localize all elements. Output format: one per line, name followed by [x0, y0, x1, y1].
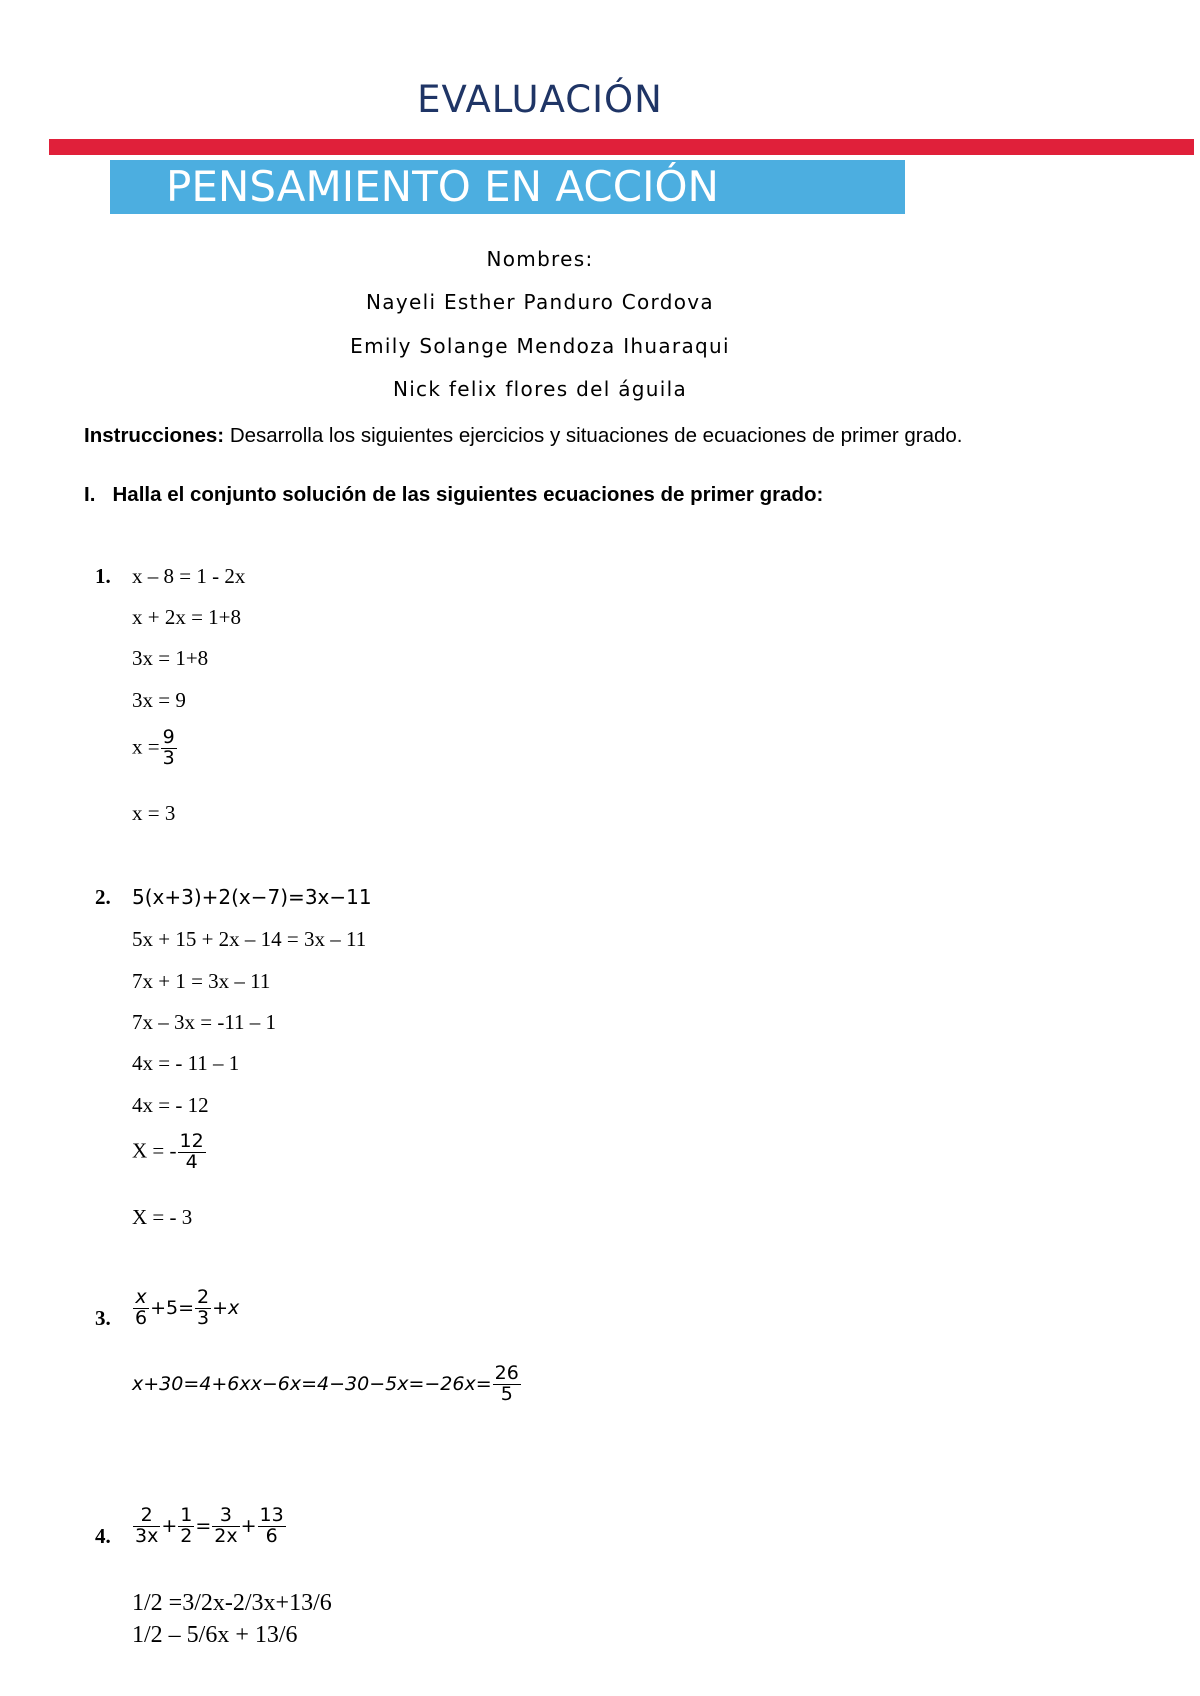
ex1-line: 3x = 9	[132, 688, 186, 712]
ex2-fraction-line	[132, 1132, 207, 1173]
ex3-stmt-mid: +5=	[150, 1296, 195, 1319]
ex2-frac-prefix: X = -	[132, 1138, 177, 1163]
operator: +	[161, 1514, 178, 1537]
numerator: 9	[162, 726, 175, 748]
exercise-1-number: 1.	[95, 564, 111, 588]
name-1: Nayeli Esther Panduro Cordova	[366, 290, 714, 314]
operator: +	[240, 1514, 257, 1537]
ex1-line: x – 8 = 1 - 2x	[132, 564, 246, 588]
ex2-answer: X = - 3	[132, 1205, 193, 1229]
fraction	[133, 1506, 160, 1547]
numerator: 13	[259, 1504, 284, 1526]
denominator: 2x	[214, 1524, 238, 1547]
instructions	[84, 424, 963, 448]
denominator: 2	[180, 1524, 193, 1547]
fraction	[161, 728, 177, 769]
ex2-line: 7x + 1 = 3x – 11	[132, 969, 271, 993]
ex3-solution	[132, 1364, 522, 1405]
ex2-line: 5x + 15 + 2x – 14 = 3x – 11	[132, 927, 367, 951]
ex4-statement	[132, 1506, 287, 1547]
instructions-label: Instrucciones:	[84, 424, 225, 447]
ex2-line: 4x = - 11 – 1	[132, 1051, 240, 1075]
red-divider-bar	[49, 139, 1194, 155]
section-title: Halla el conjunto solución de las siguientes ecuaciones de primer grado:	[112, 483, 824, 506]
page-title: EVALUACIÓN	[417, 78, 663, 121]
fraction	[133, 1288, 149, 1329]
ex1-line: 3x = 1+8	[132, 646, 209, 670]
ex3-stmt-end: +x	[212, 1296, 240, 1319]
names-label: Nombres:	[486, 247, 594, 271]
exercise-4-number: 4.	[95, 1524, 111, 1548]
numerator: x	[133, 1288, 149, 1309]
denominator: 3	[162, 746, 175, 769]
fraction	[178, 1132, 206, 1173]
ex1-line: x + 2x = 1+8	[132, 605, 242, 629]
ex2-line: 7x – 3x = -11 – 1	[132, 1010, 277, 1034]
denominator: 4	[185, 1150, 198, 1173]
denominator: 3x	[135, 1524, 159, 1547]
operator: =	[195, 1514, 212, 1537]
denominator: 3	[197, 1306, 210, 1329]
denominator: 6	[135, 1306, 148, 1329]
numerator: 2	[133, 1506, 160, 1527]
ex3-solution-text: x+30=4+6xx−6x=4−30−5x=−26x=	[132, 1372, 492, 1395]
instructions-text: Desarrolla los siguientes ejercicios y situaciones de ecuaciones de primer grado.	[224, 424, 963, 447]
numerator: 1	[180, 1504, 193, 1526]
ex2-statement: 5(x+3)+2(x−7)=3x−11	[132, 885, 372, 909]
fraction	[258, 1506, 286, 1547]
numerator: 2	[197, 1286, 210, 1308]
section-heading	[84, 483, 823, 507]
exercise-3-number: 3.	[95, 1306, 111, 1330]
name-2: Emily Solange Mendoza Ihuaraqui	[350, 334, 730, 358]
ex3-statement	[132, 1288, 239, 1329]
name-3: Nick felix flores del águila	[392, 377, 688, 401]
exercise-2-number: 2.	[95, 885, 111, 909]
subtitle-text: PENSAMIENTO EN ACCIÓN	[166, 162, 719, 211]
ex1-fraction-line	[132, 728, 178, 769]
fraction	[178, 1506, 194, 1547]
ex4-line: 1/2 =3/2x-2/3x+13/6	[132, 1590, 332, 1616]
ex4-line: 1/2 – 5/6x + 13/6	[132, 1622, 298, 1648]
denominator: 6	[265, 1524, 278, 1547]
fraction	[212, 1506, 239, 1547]
ex1-frac-prefix: x =	[132, 734, 160, 759]
numerator: 12	[179, 1130, 204, 1152]
denominator: 5	[500, 1382, 513, 1405]
ex1-answer: x = 3	[132, 801, 176, 825]
ex2-line: 4x = - 12	[132, 1093, 209, 1117]
section-number: I.	[84, 483, 96, 506]
fraction	[195, 1288, 211, 1329]
fraction	[493, 1364, 521, 1405]
numerator: 26	[494, 1362, 519, 1384]
numerator: 3	[212, 1506, 239, 1527]
